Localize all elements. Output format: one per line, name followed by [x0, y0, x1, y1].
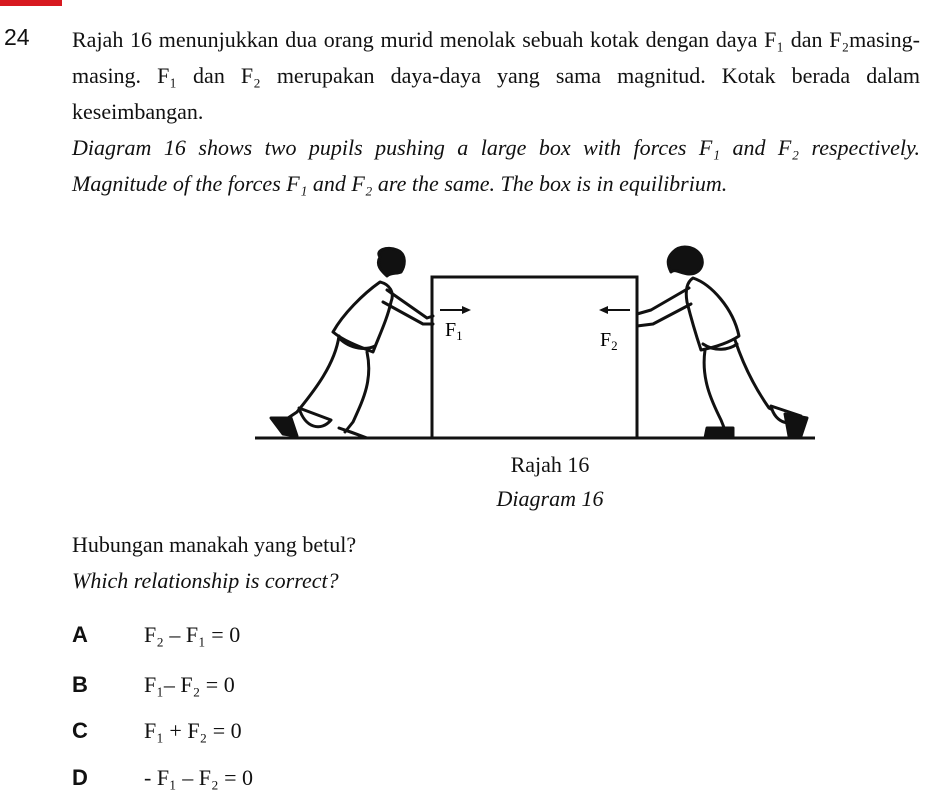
- diagram-caption-english: Diagram 16: [496, 486, 604, 511]
- option-expression: F₂ – F₁ = 0: [144, 622, 241, 647]
- option-expression: - F₁ – F₂ = 0: [144, 765, 254, 790]
- force-label-f2: $F_2$: [600, 329, 618, 353]
- top-red-strip: [0, 0, 62, 6]
- force-label-f1: $F_1$: [445, 319, 463, 343]
- box-pushing-diagram: [255, 232, 825, 447]
- option-expression: F₁ + F₂ = 0: [144, 718, 242, 743]
- question-text-english: Diagram 16 shows two pupils pushing a large box with forces F₁ and F₂ respectively. Magnitude of the forces F₁ and F₂ are the same. The box is in equilibrium.: [72, 135, 920, 196]
- option-expression: F₁– F₂ = 0: [144, 672, 235, 697]
- left-pupil-figure: [271, 248, 433, 438]
- prompt-english: Which relationship is correct?: [72, 568, 339, 593]
- option-letter: B: [72, 672, 88, 697]
- right-pupil-figure: [637, 247, 807, 438]
- option-letter: A: [72, 622, 88, 647]
- option-letter: C: [72, 718, 88, 743]
- prompt-malay: Hubungan manakah yang betul?: [72, 532, 357, 557]
- question-number: 24: [4, 24, 30, 50]
- option-letter: D: [72, 765, 88, 790]
- diagram-caption-malay: Rajah 16: [510, 452, 590, 477]
- question-text-malay: Rajah 16 menunjukkan dua orang murid menolak sebuah kotak dengan daya F₁ dan F₂masing-masing. F₁ dan F₂ merupakan daya-daya yang sama magnitud. Kotak berada dalam keseimbangan.: [72, 27, 920, 124]
- large-box: [432, 277, 637, 438]
